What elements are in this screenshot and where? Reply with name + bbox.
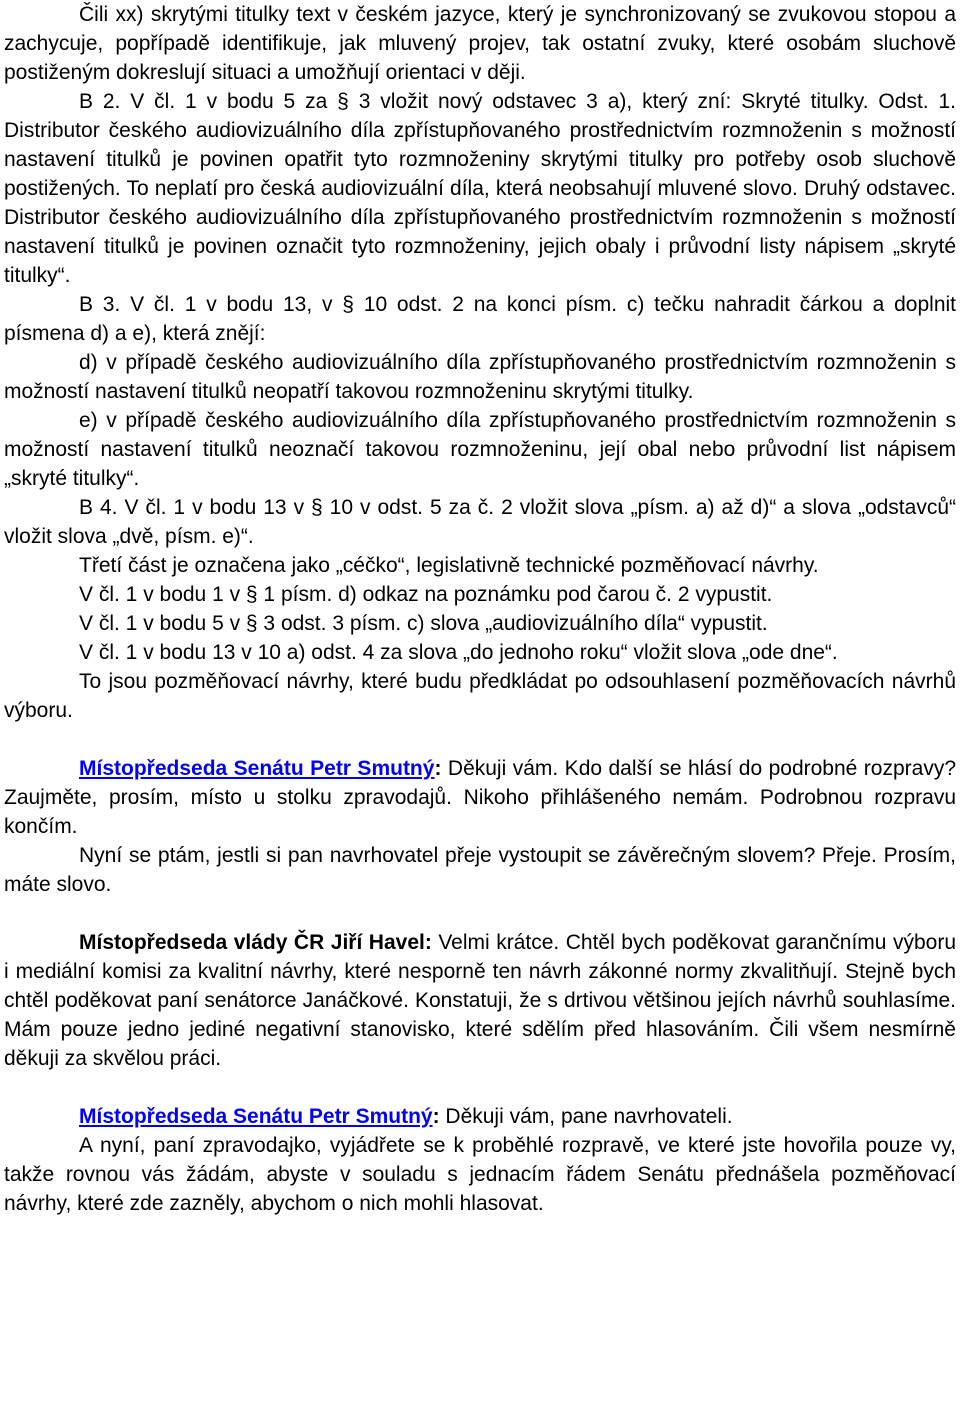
speaker-colon: : — [432, 1105, 440, 1128]
paragraph-e: e) v případě českého audiovizuálního díla zpřístupňovaného prostřednictvím rozmnoženin s možností nastavení titulků neoznačí takovou rozmnoženinu, její obal nebo průvodní list nápisem „skryté titulky“. — [4, 409, 956, 490]
paragraph-d: d) v případě českého audiovizuálního díla zpřístupňovaného prostřednictvím rozmnoženin s možností nastavení titulků neopatří takovou rozmnoženinu skrytými titulky. — [4, 351, 956, 403]
spacer — [4, 1073, 956, 1102]
speech-smutny-1 — [4, 754, 956, 899]
paragraph-c2: V čl. 1 v bodu 5 v § 3 odst. 3 písm. c) slova „audiovizuálního díla“ vypustit. — [79, 612, 768, 635]
spacer — [4, 725, 956, 754]
paragraph-c3: V čl. 1 v bodu 13 v 10 a) odst. 4 za slova „do jednoho roku“ vložit slova „ode dne“. — [79, 641, 838, 664]
speech-paragraph — [4, 754, 956, 841]
speech-text: Děkuji vám. Kdo další se hlásí do podrobné rozpravy? Zaujměte, prosím, místo u stolku zpravodajů. Nikoho přihlášeného nemám. Podrobnou rozpravu končím. — [4, 757, 956, 838]
speaker-link[interactable]: Místopředseda Senátu Petr Smutný — [79, 1105, 433, 1128]
speech-text: Velmi krátce. Chtěl bych poděkovat garančnímu výboru i mediální komisi za kvalitní návrhy, které nesporně ten návrh zákonné normy zkvalitňují. Stejně bych chtěl poděkovat paní senátorce Janáčkové. Konstatuji, že s drtivou většinou jejích návrhů souhlasíme. Mám pouze jedno jediné negativní stanovisko, které sdělím před hlasováním. Čili všem nesmírně děkuji za skvělou práci. — [4, 931, 956, 1070]
paragraph-c1: V čl. 1 v bodu 1 v § 1 písm. d) odkaz na poznámku pod čarou č. 2 vypustit. — [79, 583, 773, 606]
amendments-section — [4, 0, 956, 725]
speech-paragraph — [4, 1102, 956, 1131]
speech-havel — [4, 928, 956, 1073]
paragraph-b4: B 4. V čl. 1 v bodu 13 v § 10 v odst. 5 za č. 2 vložit slova „písm. a) až d)“ a slova „odstavců“ vložit slova „dvě, písm. e)“. — [4, 496, 956, 548]
speech-paragraph: A nyní, paní zpravodajko, vyjádřete se k proběhlé rozpravě, ve které jste hovořila pouze vy, takže rovnou vás žádám, abyste v souladu s jednacím řádem Senátu přednášela pozměňovací návrhy, které zde zazněly, abychom o nich mohli hlasovat. — [4, 1134, 956, 1215]
speech-smutny-2 — [4, 1102, 956, 1218]
speaker-colon: : — [434, 757, 442, 780]
paragraph-b3: B 3. V čl. 1 v bodu 13, v § 10 odst. 2 na konci písm. c) tečku nahradit čárkou a doplnit písmena d) a e), která znějí: — [4, 293, 956, 345]
paragraph-b2: B 2. V čl. 1 v bodu 5 za § 3 vložit nový odstavec 3 a), který zní: Skryté titulky. Odst. 1. Distributor českého audiovizuálního díla zpřístupňovaného prostřednictvím rozmnoženin s možností nastavení titulků je povinen opatřit tyto rozmnoženiny skrytými titulky pro potřeby osob sluchově postižených. To neplatí pro česká audiovizuální díla, která neobsahují mluvené slovo. Druhý odstavec. Distributor českého audiovizuálního díla zpřístupňovaného prostřednictvím rozmnoženin s možností nastavení titulků je povinen označit tyto rozmnoženiny, jejich obaly i průvodní listy nápisem „skryté titulky“. — [4, 90, 956, 287]
paragraph-closed-captions-definition: Čili xx) skrytými titulky text v českém jazyce, který je synchronizovaný se zvukovou stopou a zachycuje, popřípadě identifikuje, jak mluvený projev, tak ostatní zvuky, které osobám sluchově postiženým dokreslují situaci a umožňují orientaci v ději. — [4, 3, 956, 84]
speech-paragraph: Nyní se ptám, jestli si pan navrhovatel přeje vystoupit se závěrečným slovem? Přeje. Prosím, máte slovo. — [4, 844, 956, 896]
paragraph-part-three: Třetí část je označena jako „céčko“, legislativně technické pozměňovací návrhy. — [79, 554, 819, 577]
speaker-link[interactable]: Místopředseda Senátu Petr Smutný — [79, 757, 435, 780]
speaker-name: Místopředseda vlády ČR Jiří Havel: — [79, 931, 432, 954]
speech-paragraph — [4, 928, 956, 1073]
speech-text: Děkuji vám, pane navrhovateli. — [439, 1105, 733, 1128]
spacer — [4, 899, 956, 928]
paragraph-closing: To jsou pozměňovací návrhy, které budu předkládat po odsouhlasení pozměňovacích návrhů výboru. — [4, 670, 956, 722]
